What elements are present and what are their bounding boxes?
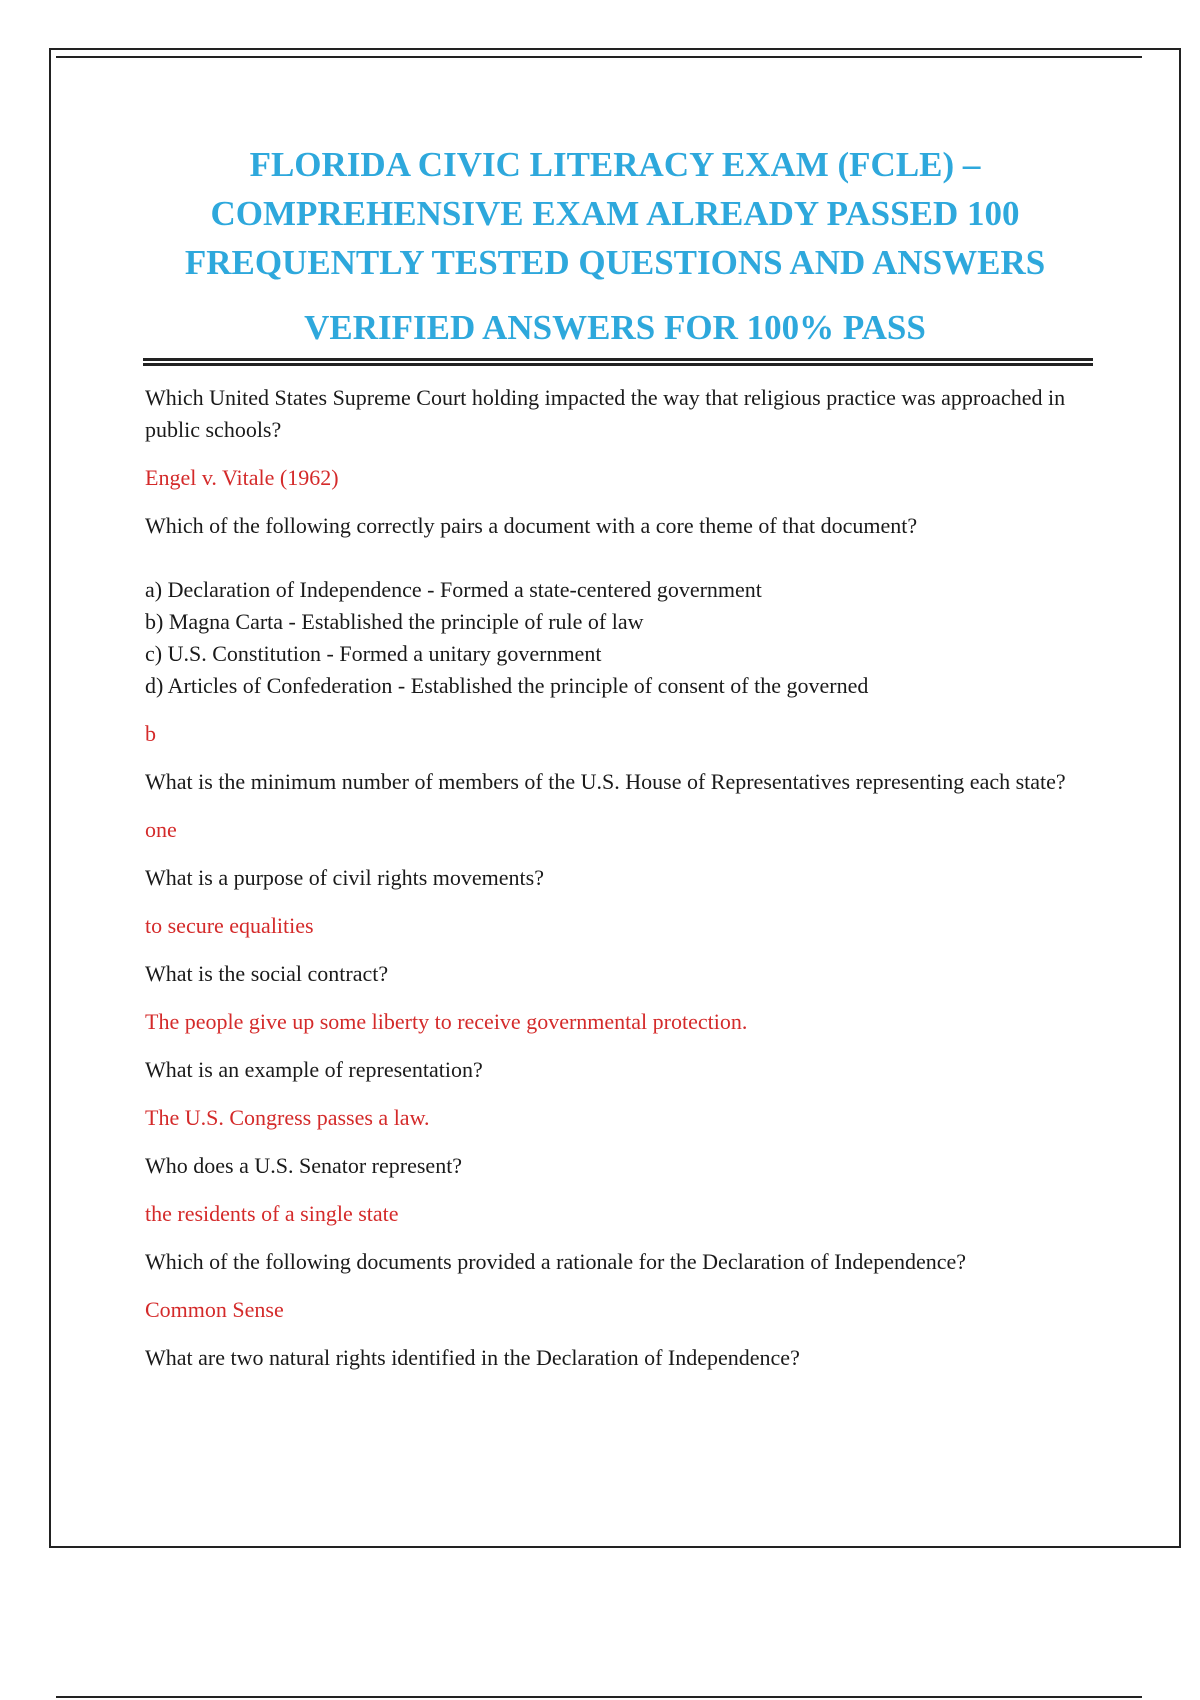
question-4: What is a purpose of civil rights movements? (145, 865, 544, 890)
question-8: Which of the following documents provided a rationale for the Declaration of Independence? (145, 1249, 967, 1274)
answer-5: The people give up some liberty to receive governmental protection. (145, 1009, 748, 1034)
question-6: What is an example of representation? (145, 1057, 483, 1082)
title-line-3: FREQUENTLY TESTED QUESTIONS AND ANSWERS (184, 243, 1046, 282)
question-2-options (145, 574, 1075, 702)
option-b: b) Magna Carta - Established the principle of rule of law (145, 609, 644, 634)
option-c: c) U.S. Constitution - Formed a unitary government (145, 641, 602, 666)
question-1: Which United States Supreme Court holding impacted the way that religious practice was approached in public schools? (145, 385, 1066, 442)
question-7: Who does a U.S. Senator represent? (145, 1153, 463, 1178)
question-5: What is the social contract? (145, 961, 389, 986)
answer-2: b (145, 721, 156, 746)
title-line-1: FLORIDA CIVIC LITERACY EXAM (FCLE) – (249, 145, 981, 184)
qa-content (145, 382, 1075, 1390)
question-9: What are two natural rights identified in the Declaration of Independence? (145, 1345, 800, 1370)
option-a: a) Declaration of Independence - Formed a state-centered government (145, 577, 762, 602)
answer-8: Common Sense (145, 1297, 284, 1322)
question-2: Which of the following correctly pairs a document with a core theme of that document? (145, 513, 918, 538)
title-line-2: COMPREHENSIVE EXAM ALREADY PASSED 100 (210, 194, 1020, 233)
answer-4: to secure equalities (145, 913, 314, 938)
answer-6: The U.S. Congress passes a law. (145, 1105, 430, 1130)
option-d: d) Articles of Confederation - Established the principle of consent of the governed (145, 673, 869, 698)
bottom-rule (56, 1696, 1142, 1698)
question-3: What is the minimum number of members of the U.S. House of Representatives representing each state? (145, 769, 1066, 794)
answer-1: Engel v. Vitale (1962) (145, 465, 339, 490)
document-subtitle: VERIFIED ANSWERS FOR 100% PASS (304, 308, 926, 347)
top-rule (56, 56, 1142, 58)
answer-7: the residents of a single state (145, 1201, 399, 1226)
title-divider (143, 358, 1093, 366)
answer-3: one (145, 817, 177, 842)
document-title (140, 140, 1090, 287)
